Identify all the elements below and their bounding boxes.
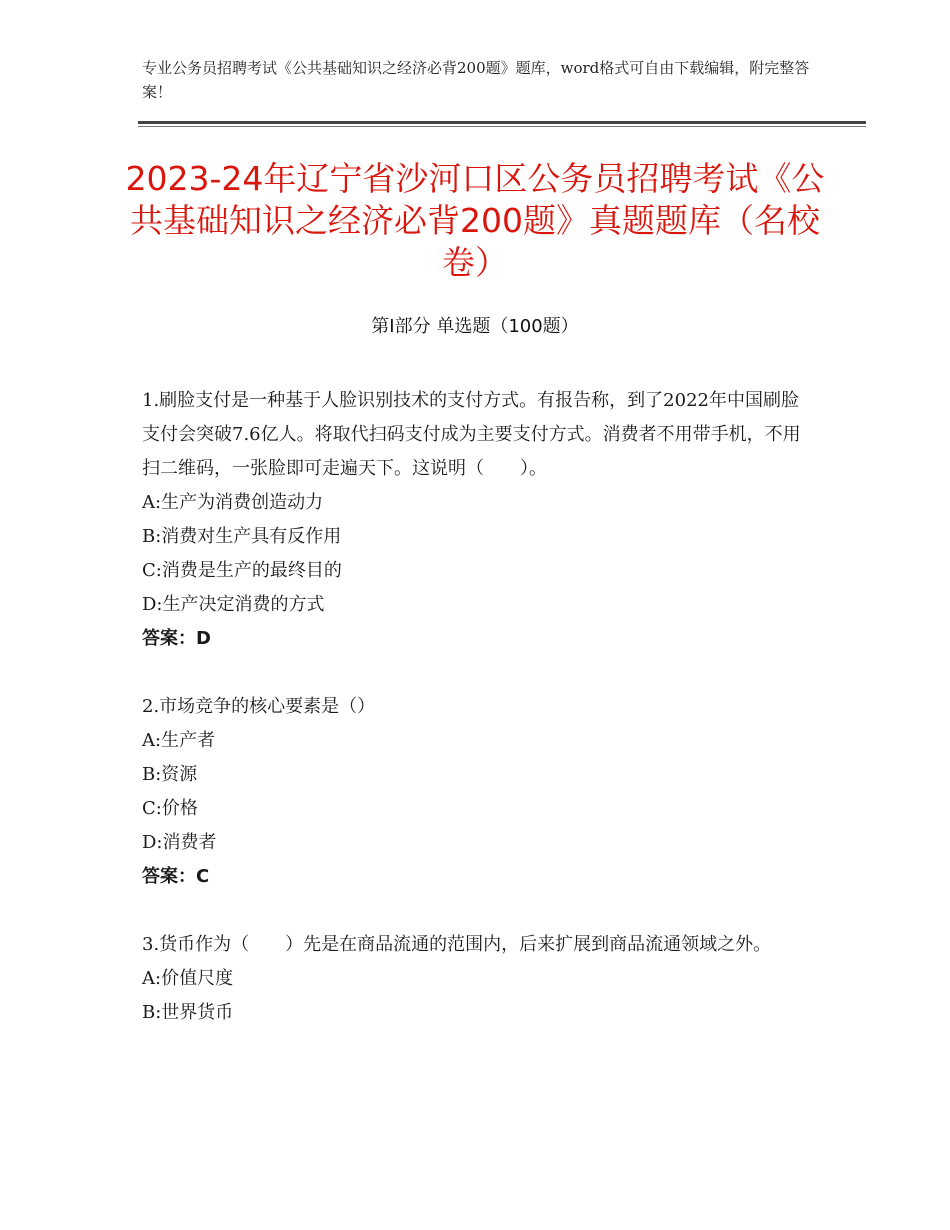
question-item xyxy=(142,384,802,656)
option-text: 价格 xyxy=(161,798,198,819)
option-key: B: xyxy=(142,526,162,547)
answer-label: 答案：D xyxy=(142,628,211,649)
option-key: B: xyxy=(142,764,162,785)
header-note: 专业公务员招聘考试《公共基础知识之经济必背200题》题库，word格式可自由下载编辑，附完整答案！ xyxy=(142,59,810,101)
option-a xyxy=(142,962,802,996)
option-key: A: xyxy=(142,968,162,989)
option-c xyxy=(142,792,802,826)
question-list xyxy=(142,384,802,1064)
option-text: 价值尺度 xyxy=(161,968,234,989)
option-key: A: xyxy=(142,730,162,751)
option-text: 消费是生产的最终目的 xyxy=(161,560,342,581)
option-a xyxy=(142,486,802,520)
option-a xyxy=(142,724,802,758)
option-text: 生产为消费创造动力 xyxy=(161,492,324,513)
option-text: 消费者 xyxy=(162,832,217,853)
option-text: 生产者 xyxy=(161,730,216,751)
option-c xyxy=(142,554,802,588)
option-d xyxy=(142,588,802,622)
header-divider-thin xyxy=(138,126,866,127)
document-title: 2023-24年辽宁省沙河口区公务员招聘考试《公共基础知识之经济必背200题》真题题库（名校卷） xyxy=(125,159,825,282)
option-d xyxy=(142,826,802,860)
question-item xyxy=(142,928,802,1030)
option-text: 生产决定消费的方式 xyxy=(162,594,325,615)
option-text: 资源 xyxy=(161,764,198,785)
option-text: 世界货币 xyxy=(161,1002,234,1023)
option-b xyxy=(142,758,802,792)
option-key: A: xyxy=(142,492,162,513)
answer-label: 答案：C xyxy=(142,866,210,887)
section-heading: 第Ⅰ部分 单选题（100题） xyxy=(371,316,579,337)
option-b xyxy=(142,996,802,1030)
option-b xyxy=(142,520,802,554)
option-key: C: xyxy=(142,798,162,819)
option-key: D: xyxy=(142,594,163,615)
option-text: 消费对生产具有反作用 xyxy=(161,526,342,547)
question-stem: 1.刷脸支付是一种基于人脸识别技术的支付方式。有报告称，到了2022年中国刷脸支付会突破7.6亿人。将取代扫码支付成为主要支付方式。消费者不用带手机，不用扫二维码，一张脸即可走遍天下。这说明（ ）。 xyxy=(142,390,801,479)
option-key: D: xyxy=(142,832,163,853)
option-key: B: xyxy=(142,1002,162,1023)
question-stem: 3.货币作为（ ）先是在商品流通的范围内，后来扩展到商品流通领域之外。 xyxy=(142,934,772,955)
option-key: C: xyxy=(142,560,162,581)
header-divider-thick xyxy=(138,121,866,124)
question-item xyxy=(142,690,802,894)
question-stem: 2.市场竞争的核心要素是（） xyxy=(142,696,376,717)
